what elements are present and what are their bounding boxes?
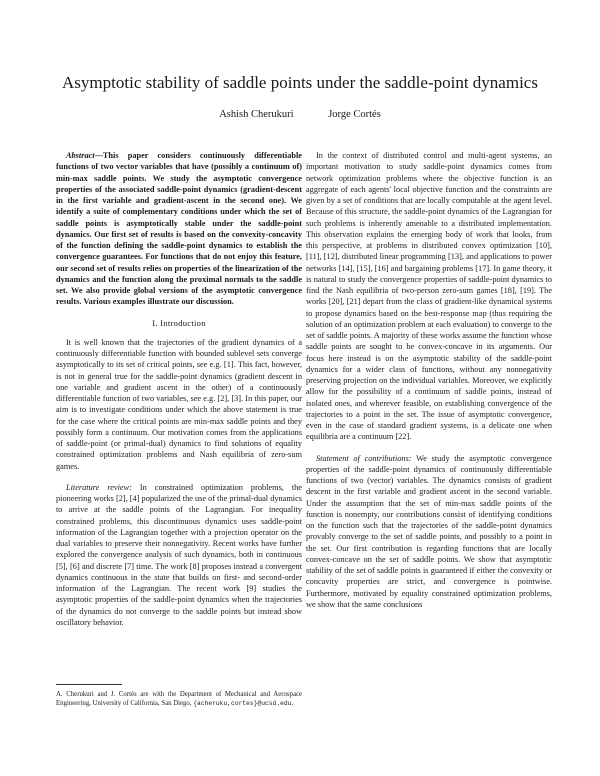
intro-paragraph-2: In the context of distributed control and multi-agent systems, an important motivation to study saddle-point dynamics comes from network optimization problems where the objective function is an aggregate of each agents' local objective function and the constraints are given by a set of conditions that are locally computable at the agent level. Because of this structure, the saddle-point dynamics of the Lagrangian for such problems is inherently amenable to a distributed implementation. This observation explains the emerging body of work that looks, from this perspective, at problems in distributed convex optimization [10], [11], [12], distributed linear programming [13], and applications to power networks [14], [15], [16] and bargaining problems [17]. In game theory, it is natural to study the convergence properties of saddle-point dynamics to find the Nash equilibria of two-person zero-sum games [18], [19]. The works [20], [21] depart from the class of gradient-like dynamical systems to propose dynamics based on the best-response map (thus requiring the solution of an optimization problem at each evaluation) to converge to the set of saddle points. A majority of these works assume the function whose saddle points are sought to be convex-concave in its arguments. Our focus here instead is on the asymptotic stability of the saddle-point dynamics for a wider class of functions, without any nonnegativity preserving projection on the individual variables. Moreover, we explicitly allow for the possibility of a continuum of saddle points, instead of isolated ones, and wherever feasible, on establishing convergence of the trajectories to a point in the set. The issue of asymptotic convergence, even in the case of standard gradient systems, is a delicate one when equilibria are a continuum [22]. (306, 151, 552, 442)
section-heading-introduction: I. Introduction (152, 317, 206, 328)
paper-title: Asymptotic stability of saddle points under the saddle-point dynamics (62, 73, 538, 92)
contributions-paragraph (306, 453, 552, 611)
author-list (0, 108, 600, 121)
abstract (56, 150, 302, 308)
footnote-end: . (291, 700, 294, 707)
intro-paragraph-1: It is well known that the trajectories of the gradient dynamics of a continuously differentiable function with bounded sublevel sets converge asymptotically to its set of critical points, see e.g. [1]. This fact, however, is not in general true for the saddle-point dynamics (gradient descent in one variable and gradient ascent in the other) of a continuously differentiable function of two variables, see e.g. [2], [3]. In this paper, our aim is to investigate conditions under which the above statement is true for the case where the critical points are min-max saddle points and they possibly form a continuum. Our motivation comes from the applications of saddle-point (or primal-dual) dynamics to find solutions of equality constrained optimization problems and Nash equilibria of zero-sum games. (56, 337, 302, 471)
right-column (306, 150, 552, 610)
contributions-text: We study the asymptotic convergence properties of the saddle-point dynamics of continuously differentiable functions of two (vector) variables. The dynamics consists of gradient descent in the first variable and gradient ascent in the second variable. Under the assumption that the set of min-max saddle points of the function is nonempty, our contributions consist of identifying conditions on the function such that the trajectories of the saddle-point dynamics provably converge to the set of saddle points, and possibly to a point in the set. Our first contribution is regarding functions that are locally convex-concave on the set of saddle points. We show that asymptotic stability of the set of saddle points is guaranteed if either the convexity or concavity properties are strict, and convergence is pointwise. Furthermore, motivated by equality constrained optimization problems, we show that the same conclusions (306, 453, 552, 609)
footnote-rule (56, 684, 122, 685)
abstract-text: —This paper considers continuously differentiable functions of two vector variables that have (possibly a continuum of) min-max saddle points. We study the asymptotic convergence properties of the associated saddle-point dynamics (gradient-descent in the first variable and gradient-ascent in the second one). We identify a suite of complementary conditions under which the set of saddle points is asymptotically stable under the saddle-point dynamics. Our first set of results is based on the convexity-concavity of the function defining the saddle-point dynamics to establish the convergence guarantees. For functions that do not enjoy this feature, our second set of results relies on properties of the linearization of the dynamics and the function along the proximal normals to the saddle set. We also provide global versions of the asymptotic convergence results. Various examples illustrate our discussion. (56, 151, 302, 307)
author-affiliation-footnote (56, 690, 302, 708)
literature-review-paragraph (56, 482, 302, 628)
literature-review-lead: Literature review: (66, 482, 132, 492)
abstract-lead: Abstract (66, 151, 95, 160)
author-name: Jorge Cortés (328, 109, 381, 120)
footnote-emails: {acheruku,cortes}@ucsd.edu (193, 700, 292, 707)
left-column (56, 150, 302, 628)
contributions-lead: Statement of contributions: (316, 453, 412, 463)
author-name: Ashish Cherukuri (219, 109, 294, 120)
footnote-text: A. Cherukuri and J. Cortés are with the Department of Mechanical and Aerospace Engineering, University of California, San Diego, (56, 691, 302, 707)
literature-review-text: In constrained optimization problems, the pioneering works [2], [4] popularized the use of the primal-dual dynamics to arrive at the saddle points of the Lagrangian. For inequality constrained problems, this discontinuous dynamics uses saddle-point information of the Lagrangian together with a projection operator on the dual variables to preserve their nonnegativity. Recent works have further explored the convergence analysis of such dynamics, both in continuous [5], [6] and discrete [7] time. The work [8] proposes instead a convergent dynamics continuous in the state that builds on first- and second-order information of the Lagrangian. The recent work [9] studies the asymptotic properties of the saddle-point dynamics when the trajectories of the dynamics do not converge to the saddle points but instead show oscillatory behavior. (56, 482, 302, 627)
